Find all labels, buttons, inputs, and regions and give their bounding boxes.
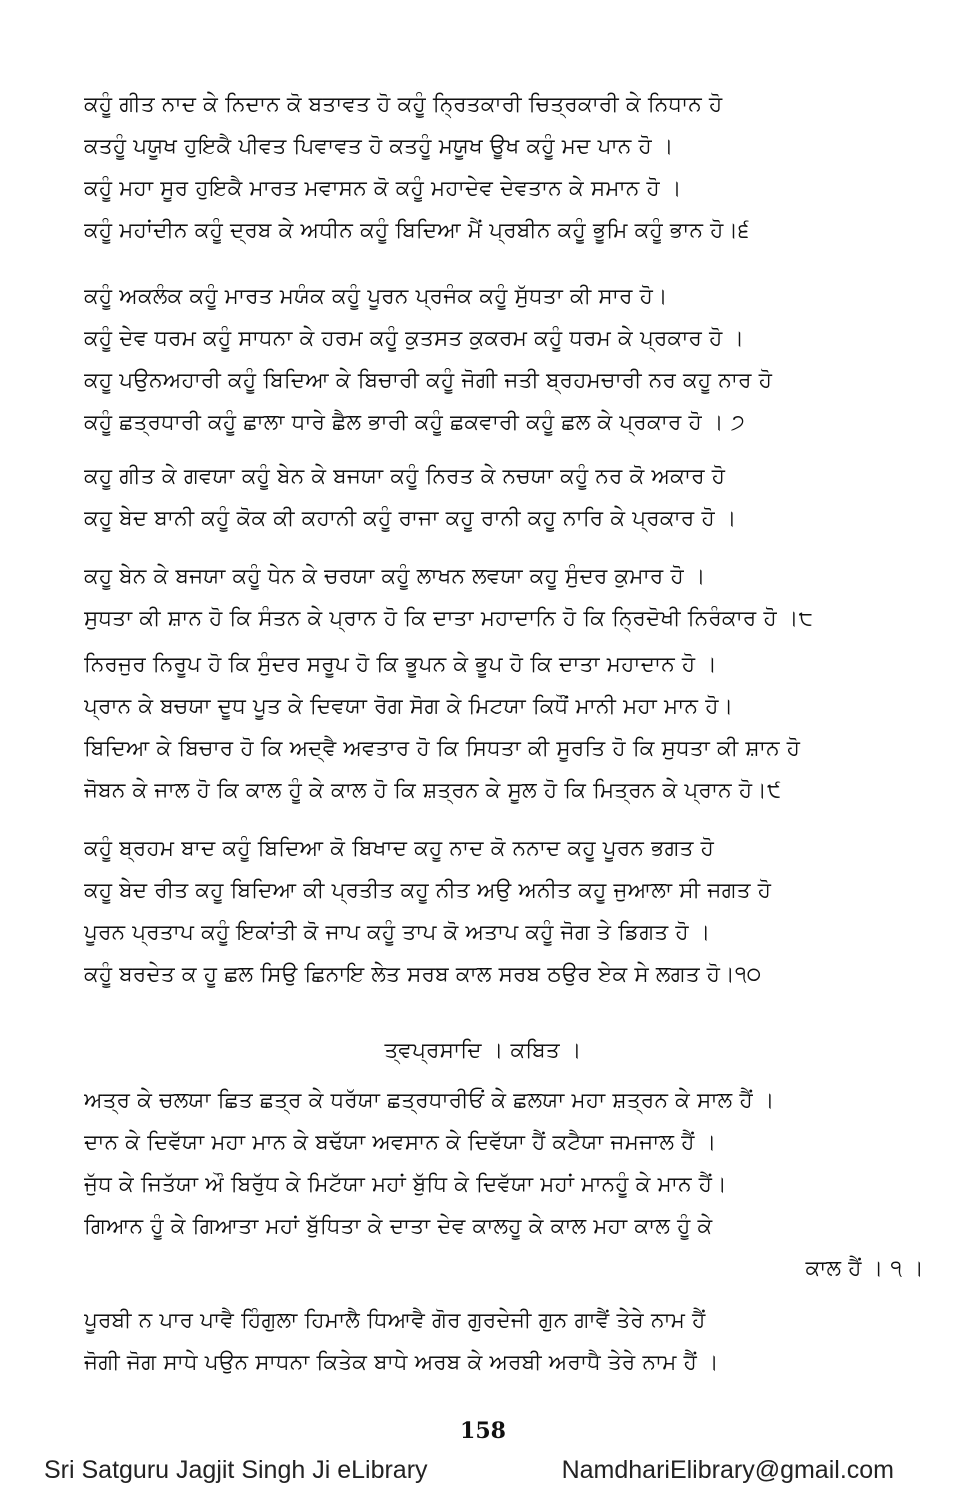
verse-7b xyxy=(84,456,924,540)
verse-7 xyxy=(84,276,924,444)
verse-line: ਕਹੂ ਗੀਤ ਕੇ ਗਵਯਾ ਕਹੂੰ ਬੇਨ ਕੇ ਬਜਯਾ ਕਹੂੰ ਨਿਰਤ ਕੇ ਨਚਯਾ ਕਹੂੰ ਨਰ ਕੋ ਅਕਾਰ ਹੋ xyxy=(84,464,726,489)
verse-line: ਕਹੂੰ ਅਕਲੰਕ ਕਹੂੰ ਮਾਰਤ ਮਯੰਕ ਕਹੂੰ ਪੂਰਨ ਪ੍ਰਜੰਕ ਕਹੂੰ ਸੁੱਧਤਾ ਕੀ ਸਾਰ ਹੋ। xyxy=(84,284,668,309)
verse-8 xyxy=(84,556,924,640)
verse-line: ਕਾਲ ਹੈਂ । ੧ । xyxy=(805,1256,924,1281)
verse-line: ਨਿਰਜੁਰ ਨਿਰੂਪ ਹੋ ਕਿ ਸੁੰਦਰ ਸਰੂਪ ਹੋ ਕਿ ਭੂਪਨ ਕੇ ਭੂਪ ਹੋ ਕਿ ਦਾਤਾ ਮਹਾਦਾਨ ਹੋ । xyxy=(84,652,718,677)
verse-line: ਕਹੂ ਬੇਦ ਬਾਨੀ ਕਹੂੰ ਕੋਕ ਕੀ ਕਹਾਨੀ ਕਹੂੰ ਰਾਜਾ ਕਹੂ ਰਾਨੀ ਕਹੂ ਨਾਰਿ ਕੇ ਪ੍ਰਕਾਰ ਹੋ । xyxy=(84,506,737,531)
verse-line: ਕਹੂੰ ਮਹਾਂਦੀਨ ਕਹੂੰ ਦ੍ਰਬ ਕੇ ਅਧੀਨ ਕਹੂੰ ਬਿਦਿਆ ਮੈਂ ਪ੍ਰਬੀਨ ਕਹੂੰ ਭੂਮਿ ਕਹੂੰ ਭਾਨ ਹੋ।੬ xyxy=(84,218,750,243)
verse-line: ਕਹੂ ਬੇਦ ਰੀਤ ਕਹੂ ਬਿਦਿਆ ਕੀ ਪ੍ਰਤੀਤ ਕਹੂ ਨੀਤ ਅਉ ਅਨੀਤ ਕਹੂ ਜੁਆਲਾ ਸੀ ਜਗਤ ਹੋ xyxy=(84,878,772,903)
verse-line: ਜੁੱਧ ਕੇ ਜਿਤੱਯਾ ਔ ਬਿਰੁੱਧ ਕੇ ਮਿਟੱਯਾ ਮਹਾਂ ਬੁੱਧਿ ਕੇ ਦਿਵੱਯਾ ਮਹਾਂ ਮਾਨਹੂੰ ਕੇ ਮਾਨ ਹੈਂ। xyxy=(84,1172,727,1197)
verse-line: ਜੋਗੀ ਜੋਗ ਸਾਧੇ ਪਉਨ ਸਾਧਨਾ ਕਿਤੇਕ ਬਾਧੇ ਅਰਬ ਕੇ ਅਰਬੀ ਅਰਾਧੈ ਤੇਰੇ ਨਾਮ ਹੈਂ । xyxy=(84,1350,719,1375)
verse-line: ਕਹੂ ਬੇਨ ਕੇ ਬਜਯਾ ਕਹੂੰ ਧੇਨ ਕੇ ਚਰਯਾ ਕਹੂੰ ਲਾਖਨ ਲਵਯਾ ਕਹੂ ਸੁੰਦਰ ਕੁਮਾਰ ਹੋ । xyxy=(84,564,706,589)
kabit-verse-2 xyxy=(84,1300,924,1384)
library-name: Sri Satguru Jagjit Singh Ji eLibrary xyxy=(44,1456,428,1484)
verse-line: ਅਤ੍ਰ ਕੇ ਚਲਯਾ ਛਿਤ ਛਤ੍ਰ ਕੇ ਧਰੱਯਾ ਛਤ੍ਰਧਾਰੀਓਂ ਕੇ ਛਲਯਾ ਮਹਾ ਸ਼ਤ੍ਰਨ ਕੇ ਸਾਲ ਹੈਂ । xyxy=(84,1088,775,1113)
verse-line: ਪ੍ਰਾਨ ਕੇ ਬਚਯਾ ਦੂਧ ਪੂਤ ਕੇ ਦਿਵਯਾ ਰੋਗ ਸੋਗ ਕੇ ਮਿਟਯਾ ਕਿਧੌਂ ਮਾਨੀ ਮਹਾ ਮਾਨ ਹੋ। xyxy=(84,694,734,719)
verse-line: ਕਹੂੰ ਛਤ੍ਰਧਾਰੀ ਕਹੂੰ ਛਾਲਾ ਧਾਰੇ ਛੈਲ ਭਾਰੀ ਕਹੂੰ ਛਕਵਾਰੀ ਕਹੂੰ ਛਲ ਕੇ ਪ੍ਰਕਾਰ ਹੋ । ੭ xyxy=(84,410,745,435)
verse-10 xyxy=(84,828,924,996)
verse-line: ਪੂਰਬੀ ਨ ਪਾਰ ਪਾਵੈ ਹਿੰਗੁਲਾ ਹਿਮਾਲੈ ਧਿਆਵੈ ਗੋਰ ਗੁਰਦੇਜੀ ਗੁਨ ਗਾਵੈਂ ਤੇਰੇ ਨਾਮ ਹੈਂ xyxy=(84,1308,706,1333)
verse-line: ਦਾਨ ਕੇ ਦਿਵੱਯਾ ਮਹਾ ਮਾਨ ਕੇ ਬਢੱਯਾ ਅਵਸਾਨ ਕੇ ਦਿਵੱਯਾ ਹੈਂ ਕਟੈਯਾ ਜਮਜਾਲ ਹੈਂ । xyxy=(84,1130,717,1155)
section-heading: ਤ੍ਵਪ੍ਰਸਾਦਿ । ਕਬਿਤ । xyxy=(384,1038,582,1063)
verse-9 xyxy=(84,644,924,812)
verse-line: ਕਹੂੰ ਮਹਾ ਸੂਰ ਹੁਇਕੈ ਮਾਰਤ ਮਵਾਸਨ ਕੋ ਕਹੂੰ ਮਹਾਦੇਵ ਦੇਵਤਾਨ ਕੇ ਸਮਾਨ ਹੋ । xyxy=(84,176,682,201)
contact-email: NamdhariElibrary@gmail.com xyxy=(561,1456,894,1484)
verse-line: ਗਿਆਨ ਹੂੰ ਕੇ ਗਿਆਤਾ ਮਹਾਂ ਬੁੱਧਿਤਾ ਕੇ ਦਾਤਾ ਦੇਵ ਕਾਲਹੂ ਕੇ ਕਾਲ ਮਹਾ ਕਾਲ ਹੂੰ ਕੇ xyxy=(84,1214,713,1239)
page-number: 158 xyxy=(460,1418,506,1444)
verse-line: ਪੂਰਨ ਪ੍ਰਤਾਪ ਕਹੂੰ ਇਕਾਂਤੀ ਕੋ ਜਾਪ ਕਹੂੰ ਤਾਪ ਕੋ ਅਤਾਪ ਕਹੂੰ ਜੋਗ ਤੇ ਡਿਗਤ ਹੋ । xyxy=(84,920,711,945)
verse-line: ਬਿਦਿਆ ਕੇ ਬਿਚਾਰ ਹੋ ਕਿ ਅਦ੍ਵੈ ਅਵਤਾਰ ਹੋ ਕਿ ਸਿਧਤਾ ਕੀ ਸੂਰਤਿ ਹੋ ਕਿ ਸੁਧਤਾ ਕੀ ਸ਼ਾਨ ਹੋ xyxy=(84,736,801,761)
kabit-verse-1 xyxy=(84,1080,924,1290)
footer xyxy=(0,1456,966,1492)
verse-line: ਕਹੂੰ ਗੀਤ ਨਾਦ ਕੇ ਨਿਦਾਨ ਕੋ ਬਤਾਵਤ ਹੋ ਕਹੂੰ ਨ੍ਰਿਤਕਾਰੀ ਚਿਤ੍ਰਕਾਰੀ ਕੇ ਨਿਧਾਨ ਹੋ xyxy=(84,92,723,117)
verse-line: ਕਤਹੂੰ ਪਯੂਖ ਹੁਇਕੈ ਪੀਵਤ ਪਿਵਾਵਤ ਹੋ ਕਤਹੂੰ ਮਯੂਖ ਊਖ ਕਹੂੰ ਮਦ ਪਾਨ ਹੋ । xyxy=(84,134,674,159)
verse-line: ਕਹੂ ਪਉਨਅਹਾਰੀ ਕਹੂੰ ਬਿਦਿਆ ਕੇ ਬਿਚਾਰੀ ਕਹੂੰ ਜੋਗੀ ਜਤੀ ਬ੍ਰਹਮਚਾਰੀ ਨਰ ਕਹੂ ਨਾਰ ਹੋ xyxy=(84,368,773,393)
verse-line: ਜੋਬਨ ਕੇ ਜਾਲ ਹੋ ਕਿ ਕਾਲ ਹੂੰ ਕੇ ਕਾਲ ਹੋ ਕਿ ਸ਼ਤ੍ਰਨ ਕੇ ਸੂਲ ਹੋ ਕਿ ਮਿਤ੍ਰਨ ਕੇ ਪ੍ਰਾਨ ਹੋ।੯ xyxy=(84,778,782,803)
verse-line: ਸੁਧਤਾ ਕੀ ਸ਼ਾਨ ਹੋ ਕਿ ਸੰਤਨ ਕੇ ਪ੍ਰਾਨ ਹੋ ਕਿ ਦਾਤਾ ਮਹਾਦਾਨਿ ਹੋ ਕਿ ਨ੍ਰਿਦੋਖੀ ਨਿਰੰਕਾਰ ਹੋ ।੮ xyxy=(84,606,814,631)
verse-line: ਕਹੂੰ ਬਰਦੇਤ ਕ ਹੂ ਛਲ ਸਿਉ ਛਿਨਾਇ ਲੇਤ ਸਰਬ ਕਾਲ ਸਰਬ ਠਉਰ ਏਕ ਸੇ ਲਗਤ ਹੋ।੧੦ xyxy=(84,962,762,987)
verse-line: ਕਹੂੰ ਦੇਵ ਧਰਮ ਕਹੂੰ ਸਾਧਨਾ ਕੇ ਹਰਮ ਕਹੂੰ ਕੁਤਸਤ ਕੁਕਰਮ ਕਹੂੰ ਧਰਮ ਕੇ ਪ੍ਰਕਾਰ ਹੋ । xyxy=(84,326,745,351)
verse-line: ਕਹੂੰ ਬ੍ਰਹਮ ਬਾਦ ਕਹੂੰ ਬਿਦਿਆ ਕੋ ਬਿਖਾਦ ਕਹੂ ਨਾਦ ਕੋ ਨਨਾਦ ਕਹੂ ਪੂਰਨ ਭਗਤ ਹੋ xyxy=(84,836,715,861)
verse-6 xyxy=(84,84,924,252)
